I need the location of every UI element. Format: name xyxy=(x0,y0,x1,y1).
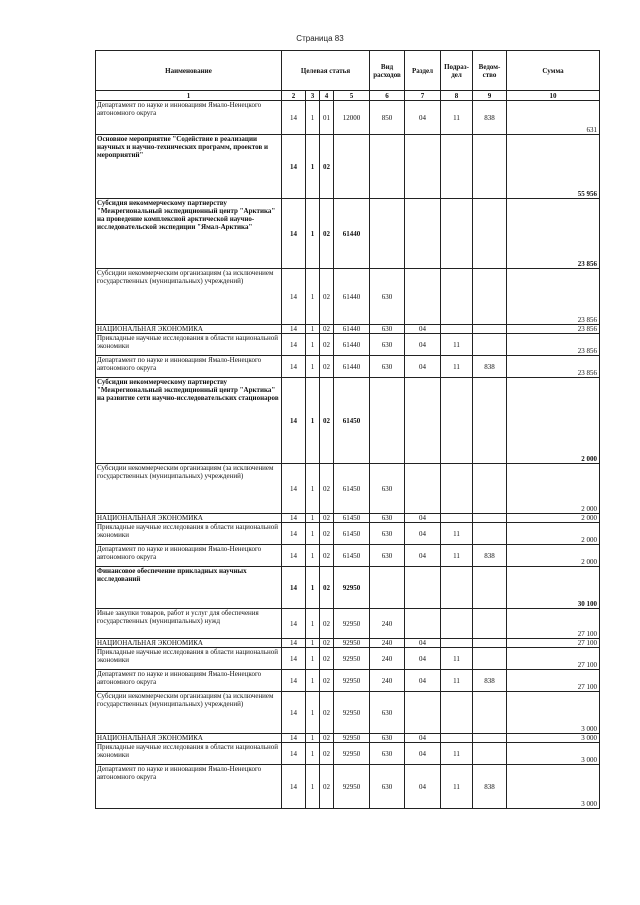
cell-section xyxy=(405,567,441,609)
cell-sum: 27 100 xyxy=(507,670,600,692)
cell-section xyxy=(405,135,441,199)
cell-target-2: 14 xyxy=(282,734,306,743)
table-row xyxy=(96,609,600,639)
cell-name: Прикладные научные исследования в области национальной экономики xyxy=(96,523,282,545)
cell-expense-type xyxy=(370,135,405,199)
cell-section xyxy=(405,378,441,464)
cell-subsection xyxy=(441,464,473,514)
table-row xyxy=(96,648,600,670)
cell-subsection xyxy=(441,325,473,334)
cell-subsection xyxy=(441,734,473,743)
cell-name: Основное мероприятие "Содействие в реализации научных и научно-технических программ, проектов и мероприятий" xyxy=(96,135,282,199)
cell-target-4: 02 xyxy=(320,199,334,269)
cell-sum: 55 956 xyxy=(507,135,600,199)
cell-target-4: 02 xyxy=(320,325,334,334)
table-row xyxy=(96,514,600,523)
cell-target-5: 12000 xyxy=(334,101,370,135)
cell-target-4: 02 xyxy=(320,609,334,639)
cell-target-3: 1 xyxy=(306,135,320,199)
cell-section: 04 xyxy=(405,101,441,135)
cell-department xyxy=(473,464,507,514)
cell-expense-type: 630 xyxy=(370,692,405,734)
cell-department xyxy=(473,743,507,765)
cell-target-4: 02 xyxy=(320,648,334,670)
cell-target-3: 1 xyxy=(306,356,320,378)
cell-department: 838 xyxy=(473,670,507,692)
cell-expense-type: 630 xyxy=(370,464,405,514)
cell-name: Прикладные научные исследования в области национальной экономики xyxy=(96,648,282,670)
cell-expense-type: 850 xyxy=(370,101,405,135)
cell-name: Иные закупки товаров, работ и услуг для обеспечения государственных (муниципальных) нужд xyxy=(96,609,282,639)
cell-expense-type: 630 xyxy=(370,514,405,523)
cell-section: 04 xyxy=(405,334,441,356)
cell-section xyxy=(405,609,441,639)
cell-section xyxy=(405,464,441,514)
cell-expense-type: 630 xyxy=(370,356,405,378)
cell-expense-type: 240 xyxy=(370,609,405,639)
cell-section: 04 xyxy=(405,325,441,334)
cell-expense-type: 240 xyxy=(370,639,405,648)
cell-target-5: 61440 xyxy=(334,199,370,269)
cell-target-5: 92950 xyxy=(334,567,370,609)
cell-section xyxy=(405,692,441,734)
header-name: Наименование xyxy=(96,51,282,91)
cell-name: Субсидии некоммерческим организациям (за исключением государственных (муниципальных) учреждений) xyxy=(96,464,282,514)
column-number: 1 xyxy=(96,91,282,101)
cell-name: Субсидии некоммерческим организациям (за исключением государственных (муниципальных) учреждений) xyxy=(96,269,282,325)
cell-subsection: 11 xyxy=(441,523,473,545)
cell-target-5: 92950 xyxy=(334,648,370,670)
cell-department xyxy=(473,135,507,199)
cell-sum: 2 000 xyxy=(507,464,600,514)
cell-target-3: 1 xyxy=(306,609,320,639)
cell-target-3: 1 xyxy=(306,692,320,734)
table-row xyxy=(96,639,600,648)
cell-expense-type: 630 xyxy=(370,325,405,334)
cell-name: НАЦИОНАЛЬНАЯ ЭКОНОМИКА xyxy=(96,639,282,648)
cell-department: 838 xyxy=(473,356,507,378)
cell-name: Прикладные научные исследования в области национальной экономики xyxy=(96,334,282,356)
cell-subsection: 11 xyxy=(441,545,473,567)
cell-subsection xyxy=(441,135,473,199)
cell-name: НАЦИОНАЛЬНАЯ ЭКОНОМИКА xyxy=(96,514,282,523)
cell-target-4: 02 xyxy=(320,378,334,464)
table-row xyxy=(96,464,600,514)
column-number: 6 xyxy=(370,91,405,101)
cell-subsection xyxy=(441,609,473,639)
cell-target-2: 14 xyxy=(282,545,306,567)
cell-target-4: 02 xyxy=(320,567,334,609)
cell-target-3: 1 xyxy=(306,670,320,692)
column-number: 4 xyxy=(320,91,334,101)
column-number: 9 xyxy=(473,91,507,101)
cell-department xyxy=(473,609,507,639)
table-row xyxy=(96,545,600,567)
header-department: Ведом-ство xyxy=(473,51,507,91)
cell-section: 04 xyxy=(405,356,441,378)
cell-name: Субсидии некоммерческому партнерству "Межрегиональный экспедиционный центр "Арктика" на развитие сети научно-исследовательских стационаров xyxy=(96,378,282,464)
table-row xyxy=(96,567,600,609)
cell-target-5: 61450 xyxy=(334,378,370,464)
cell-name: НАЦИОНАЛЬНАЯ ЭКОНОМИКА xyxy=(96,734,282,743)
cell-target-4: 02 xyxy=(320,464,334,514)
cell-target-3: 1 xyxy=(306,199,320,269)
cell-target-2: 14 xyxy=(282,464,306,514)
cell-section xyxy=(405,199,441,269)
cell-target-4: 02 xyxy=(320,269,334,325)
cell-target-2: 14 xyxy=(282,670,306,692)
cell-expense-type: 240 xyxy=(370,648,405,670)
cell-section xyxy=(405,269,441,325)
cell-target-4: 02 xyxy=(320,356,334,378)
cell-target-5: 92950 xyxy=(334,734,370,743)
column-number: 5 xyxy=(334,91,370,101)
cell-name: Финансовое обеспечение прикладных научных исследований xyxy=(96,567,282,609)
cell-expense-type: 630 xyxy=(370,734,405,743)
cell-subsection: 11 xyxy=(441,743,473,765)
cell-target-3: 1 xyxy=(306,545,320,567)
cell-target-5: 92950 xyxy=(334,609,370,639)
cell-target-2: 14 xyxy=(282,765,306,809)
cell-target-3: 1 xyxy=(306,101,320,135)
column-number: 2 xyxy=(282,91,306,101)
cell-name: Департамент по науке и инновациям Ямало-Ненецкого автономного округа xyxy=(96,356,282,378)
cell-department xyxy=(473,734,507,743)
cell-target-2: 14 xyxy=(282,514,306,523)
cell-target-4: 02 xyxy=(320,514,334,523)
cell-target-5: 61450 xyxy=(334,464,370,514)
cell-sum: 631 xyxy=(507,101,600,135)
cell-department: 838 xyxy=(473,101,507,135)
cell-target-5: 92950 xyxy=(334,639,370,648)
cell-target-4: 02 xyxy=(320,743,334,765)
cell-target-3: 1 xyxy=(306,464,320,514)
cell-sum: 3 000 xyxy=(507,692,600,734)
cell-target-5: 92950 xyxy=(334,692,370,734)
cell-target-2: 14 xyxy=(282,101,306,135)
cell-name: Департамент по науке и инновациям Ямало-Ненецкого автономного округа xyxy=(96,545,282,567)
cell-target-3: 1 xyxy=(306,639,320,648)
cell-section: 04 xyxy=(405,743,441,765)
cell-target-5: 92950 xyxy=(334,743,370,765)
cell-expense-type xyxy=(370,567,405,609)
cell-target-5: 61450 xyxy=(334,545,370,567)
table-row xyxy=(96,135,600,199)
cell-department xyxy=(473,199,507,269)
cell-expense-type: 630 xyxy=(370,269,405,325)
table-row xyxy=(96,734,600,743)
header-target: Целевая статья xyxy=(282,51,370,91)
cell-sum: 27 100 xyxy=(507,648,600,670)
cell-expense-type: 630 xyxy=(370,334,405,356)
cell-target-3: 1 xyxy=(306,514,320,523)
cell-target-4: 02 xyxy=(320,545,334,567)
column-number-row xyxy=(96,91,600,101)
table-row xyxy=(96,670,600,692)
cell-target-2: 14 xyxy=(282,743,306,765)
cell-name: Департамент по науке и инновациям Ямало-Ненецкого автономного округа xyxy=(96,101,282,135)
cell-name: Субсидия некоммерческому партнерству "Межрегиональный экспедиционный центр "Арктика" на проведение комплексной арктической научно-исследовательской экспедиции "Ямал-Арктика" xyxy=(96,199,282,269)
cell-target-3: 1 xyxy=(306,269,320,325)
cell-subsection xyxy=(441,639,473,648)
cell-expense-type: 630 xyxy=(370,765,405,809)
cell-sum: 27 100 xyxy=(507,609,600,639)
cell-sum: 30 100 xyxy=(507,567,600,609)
header-row xyxy=(96,51,600,91)
header-expense-type: Вид расходов xyxy=(370,51,405,91)
cell-expense-type: 240 xyxy=(370,670,405,692)
cell-target-4: 02 xyxy=(320,765,334,809)
cell-target-3: 1 xyxy=(306,334,320,356)
cell-target-2: 14 xyxy=(282,692,306,734)
cell-target-2: 14 xyxy=(282,269,306,325)
cell-expense-type xyxy=(370,199,405,269)
column-number: 3 xyxy=(306,91,320,101)
cell-subsection: 11 xyxy=(441,101,473,135)
cell-sum: 23 856 xyxy=(507,325,600,334)
cell-target-4: 02 xyxy=(320,334,334,356)
cell-target-5: 61450 xyxy=(334,523,370,545)
cell-subsection: 11 xyxy=(441,334,473,356)
cell-sum: 2 000 xyxy=(507,514,600,523)
column-number: 8 xyxy=(441,91,473,101)
cell-section: 04 xyxy=(405,523,441,545)
cell-department: 838 xyxy=(473,545,507,567)
cell-section: 04 xyxy=(405,734,441,743)
header-subsection: Подраз-дел xyxy=(441,51,473,91)
header-sum: Сумма xyxy=(507,51,600,91)
table-row xyxy=(96,334,600,356)
cell-department: 838 xyxy=(473,765,507,809)
cell-target-3: 1 xyxy=(306,567,320,609)
cell-target-2: 14 xyxy=(282,523,306,545)
cell-subsection xyxy=(441,567,473,609)
cell-department xyxy=(473,514,507,523)
cell-subsection: 11 xyxy=(441,356,473,378)
cell-target-5: 61440 xyxy=(334,334,370,356)
cell-target-4: 01 xyxy=(320,101,334,135)
cell-sum: 3 000 xyxy=(507,765,600,809)
cell-target-3: 1 xyxy=(306,378,320,464)
cell-name: НАЦИОНАЛЬНАЯ ЭКОНОМИКА xyxy=(96,325,282,334)
cell-target-5: 61440 xyxy=(334,325,370,334)
cell-subsection: 11 xyxy=(441,765,473,809)
cell-target-3: 1 xyxy=(306,743,320,765)
table-row xyxy=(96,101,600,135)
cell-target-2: 14 xyxy=(282,334,306,356)
cell-target-5: 92950 xyxy=(334,765,370,809)
cell-sum: 23 856 xyxy=(507,334,600,356)
cell-subsection xyxy=(441,514,473,523)
cell-sum: 2 000 xyxy=(507,545,600,567)
cell-target-2: 14 xyxy=(282,199,306,269)
page-number: Страница 83 xyxy=(296,34,344,43)
cell-target-2: 14 xyxy=(282,567,306,609)
column-number: 7 xyxy=(405,91,441,101)
cell-department xyxy=(473,639,507,648)
cell-target-4: 02 xyxy=(320,135,334,199)
cell-department xyxy=(473,567,507,609)
cell-target-2: 14 xyxy=(282,325,306,334)
cell-target-5: 61440 xyxy=(334,269,370,325)
cell-department xyxy=(473,334,507,356)
cell-expense-type xyxy=(370,378,405,464)
cell-section: 04 xyxy=(405,545,441,567)
table-row xyxy=(96,269,600,325)
cell-subsection: 11 xyxy=(441,670,473,692)
table-row xyxy=(96,199,600,269)
column-number: 10 xyxy=(507,91,600,101)
table-row xyxy=(96,523,600,545)
table-row xyxy=(96,692,600,734)
cell-department xyxy=(473,269,507,325)
cell-sum: 3 000 xyxy=(507,743,600,765)
cell-name: Субсидии некоммерческим организациям (за исключением государственных (муниципальных) учреждений) xyxy=(96,692,282,734)
cell-target-5: 61450 xyxy=(334,514,370,523)
table-row xyxy=(96,378,600,464)
cell-subsection: 11 xyxy=(441,648,473,670)
cell-target-5: 92950 xyxy=(334,670,370,692)
cell-subsection xyxy=(441,378,473,464)
cell-target-3: 1 xyxy=(306,523,320,545)
cell-department xyxy=(473,648,507,670)
cell-target-2: 14 xyxy=(282,356,306,378)
cell-sum: 2 000 xyxy=(507,523,600,545)
budget-table xyxy=(95,50,600,809)
cell-department xyxy=(473,378,507,464)
cell-section: 04 xyxy=(405,670,441,692)
cell-sum: 27 100 xyxy=(507,639,600,648)
cell-sum: 23 856 xyxy=(507,356,600,378)
cell-subsection xyxy=(441,692,473,734)
cell-sum: 23 856 xyxy=(507,269,600,325)
cell-target-2: 14 xyxy=(282,135,306,199)
cell-section: 04 xyxy=(405,514,441,523)
cell-expense-type: 630 xyxy=(370,545,405,567)
table-row xyxy=(96,356,600,378)
cell-target-4: 02 xyxy=(320,692,334,734)
cell-target-5: 61440 xyxy=(334,356,370,378)
cell-department xyxy=(473,325,507,334)
cell-target-4: 02 xyxy=(320,523,334,545)
header-section: Раздел xyxy=(405,51,441,91)
cell-section: 04 xyxy=(405,765,441,809)
cell-target-3: 1 xyxy=(306,325,320,334)
cell-name: Департамент по науке и инновациям Ямало-Ненецкого автономного округа xyxy=(96,765,282,809)
cell-target-4: 02 xyxy=(320,734,334,743)
table-row xyxy=(96,325,600,334)
cell-target-4: 02 xyxy=(320,639,334,648)
cell-subsection xyxy=(441,199,473,269)
cell-sum: 2 000 xyxy=(507,378,600,464)
cell-target-2: 14 xyxy=(282,639,306,648)
cell-expense-type: 630 xyxy=(370,743,405,765)
cell-name: Прикладные научные исследования в области национальной экономики xyxy=(96,743,282,765)
cell-target-2: 14 xyxy=(282,648,306,670)
table-row xyxy=(96,743,600,765)
cell-subsection xyxy=(441,269,473,325)
cell-sum: 3 000 xyxy=(507,734,600,743)
cell-department xyxy=(473,692,507,734)
cell-section: 04 xyxy=(405,639,441,648)
cell-target-5 xyxy=(334,135,370,199)
cell-target-2: 14 xyxy=(282,609,306,639)
cell-name: Департамент по науке и инновациям Ямало-Ненецкого автономного округа xyxy=(96,670,282,692)
cell-sum: 23 856 xyxy=(507,199,600,269)
cell-target-4: 02 xyxy=(320,670,334,692)
cell-department xyxy=(473,523,507,545)
cell-section: 04 xyxy=(405,648,441,670)
cell-expense-type: 630 xyxy=(370,523,405,545)
cell-target-3: 1 xyxy=(306,765,320,809)
cell-target-3: 1 xyxy=(306,734,320,743)
cell-target-2: 14 xyxy=(282,378,306,464)
cell-target-3: 1 xyxy=(306,648,320,670)
table-row xyxy=(96,765,600,809)
